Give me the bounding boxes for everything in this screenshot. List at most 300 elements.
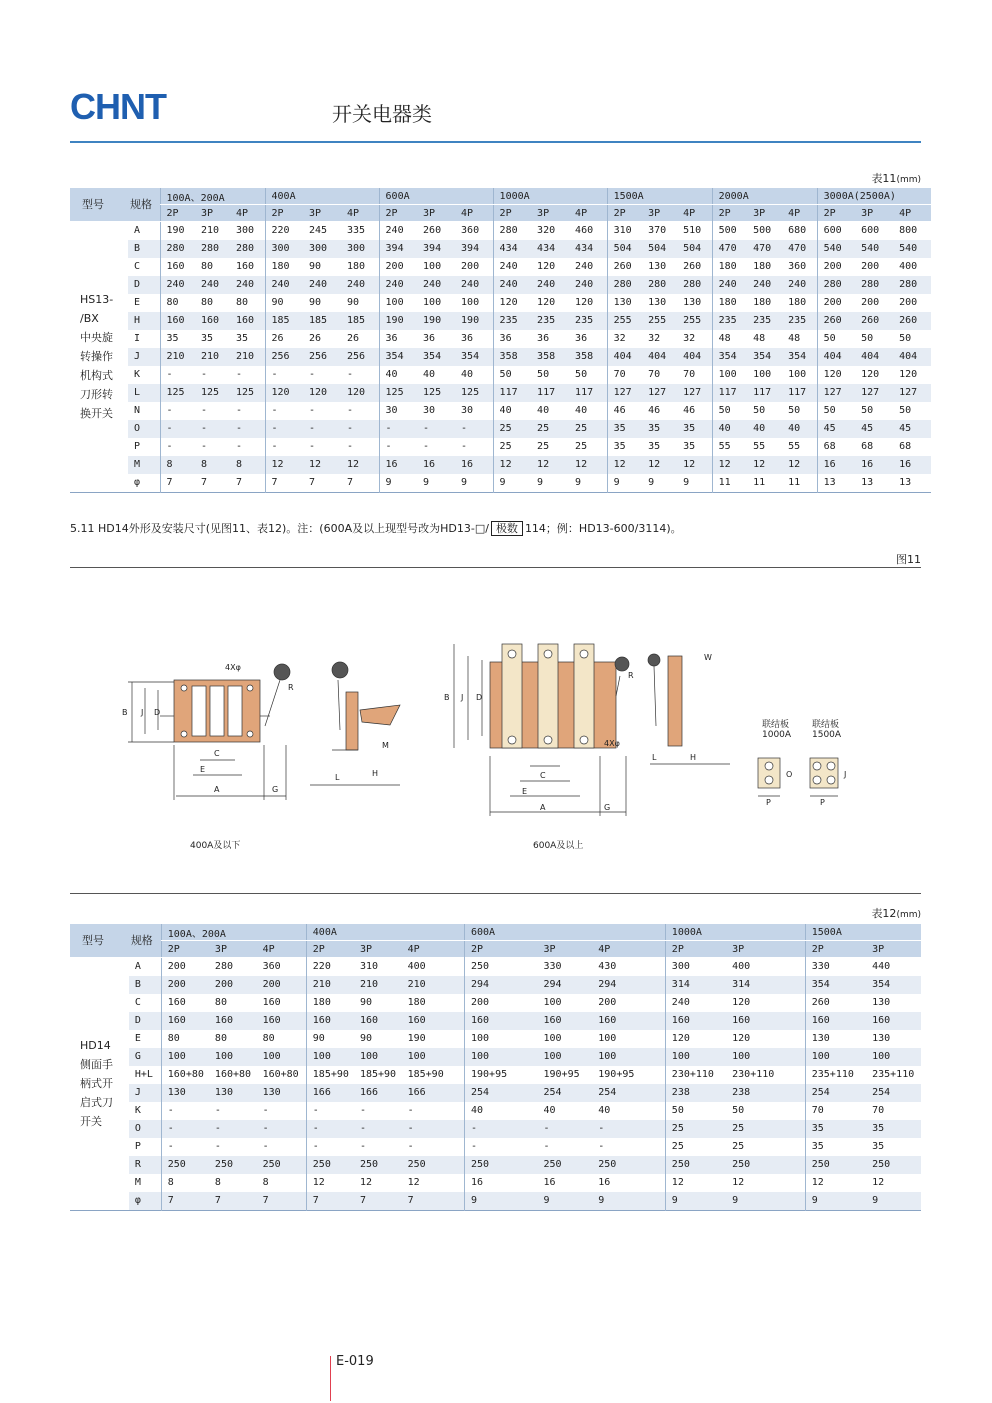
param-label: M [128, 456, 160, 474]
table-cell: 100 [543, 1033, 562, 1044]
table-cell: 130 [872, 1033, 891, 1044]
table-cell: 100 [598, 1033, 617, 1044]
table-cell: 166 [306, 1084, 354, 1102]
table-cell: - [306, 1102, 354, 1120]
table-cell: - [341, 420, 379, 438]
table-cell: - [407, 1141, 414, 1152]
table-cell: 9 [648, 477, 655, 488]
table-row [70, 348, 931, 366]
table-cell: - [201, 405, 208, 416]
table-cell: 80 [161, 1030, 209, 1048]
table-row [70, 1084, 921, 1102]
table12 [70, 924, 921, 1211]
table-cell: 235 [531, 312, 569, 330]
table-cell: 25 [537, 441, 550, 452]
table-cell: 12 [306, 1174, 354, 1192]
dim-b: B [122, 708, 128, 717]
header-group: 400A [265, 188, 379, 205]
table-cell: - [347, 441, 354, 452]
table-cell: 540 [817, 240, 855, 258]
table-cell: 540 [855, 240, 893, 258]
table-cell: 600 [861, 224, 880, 236]
table-cell: 50 [732, 1105, 745, 1116]
table-cell: 280 [642, 276, 677, 294]
table-cell: 180 [712, 258, 747, 276]
table-cell: 50 [861, 405, 874, 416]
table-cell: 358 [569, 348, 607, 366]
table-cell: 16 [817, 456, 855, 474]
dim-m: M [382, 741, 389, 750]
dim-h: H [372, 769, 379, 778]
table-cell: 26 [347, 333, 360, 344]
table-cell: 120 [732, 1033, 751, 1044]
table-cell: 260 [855, 312, 893, 330]
table-cell: 7 [160, 474, 195, 493]
table-cell: 35 [160, 330, 195, 348]
table-row [70, 1012, 921, 1030]
table-row [70, 1138, 921, 1156]
table-cell: 240 [747, 276, 782, 294]
table-cell: 16 [464, 1174, 537, 1192]
table-cell: 130 [683, 297, 702, 308]
caption-400a: 400A及以下 [190, 841, 241, 851]
table-cell: 40 [423, 369, 436, 380]
table-cell: 180 [753, 261, 772, 272]
table-cell: 300 [236, 224, 255, 236]
table-cell: 280 [493, 221, 531, 240]
table-cell: 210 [402, 976, 465, 994]
table-cell: 35 [677, 420, 712, 438]
table-cell: 100 [538, 1048, 593, 1066]
table-cell: 354 [866, 976, 921, 994]
param-label: A [134, 225, 141, 236]
table-cell: 160+80 [262, 1069, 299, 1080]
table-cell: 12 [607, 456, 642, 474]
table-cell: 35 [642, 420, 677, 438]
table-cell: 8 [160, 456, 195, 474]
table-cell: 250 [464, 957, 537, 976]
table-cell: 16 [417, 456, 455, 474]
table-cell: 25 [493, 438, 531, 456]
table-cell: - [265, 438, 303, 456]
table-cell: 120 [537, 297, 556, 308]
param-label: E [134, 1033, 141, 1044]
table-cell: - [306, 1138, 354, 1156]
header-pole: 4P [341, 205, 379, 222]
table-cell: 300 [265, 240, 303, 258]
table-cell: 160 [402, 1012, 465, 1030]
caption-600a: 600A及以上 [533, 841, 584, 851]
table-cell: 13 [817, 474, 855, 493]
table-cell: 504 [642, 240, 677, 258]
table-cell: 40 [543, 1105, 556, 1116]
table-cell: 235+110 [872, 1069, 915, 1080]
table-cell: 130 [209, 1084, 257, 1102]
table-cell: 16 [379, 456, 417, 474]
table-cell: 100 [753, 369, 772, 380]
table-cell: 45 [855, 420, 893, 438]
table11-label: 表11(mm) [871, 172, 921, 185]
table-cell: 200 [861, 261, 880, 272]
table-cell: 70 [607, 366, 642, 384]
table-cell: - [236, 369, 243, 380]
table-cell: 250 [665, 1156, 726, 1174]
table-cell: 68 [899, 441, 912, 452]
table-cell: 9 [538, 1192, 593, 1211]
table-cell: 7 [309, 477, 316, 488]
param-label: A [134, 961, 141, 972]
table-cell: - [455, 420, 493, 438]
link-plates [750, 750, 860, 810]
table-cell: - [265, 420, 303, 438]
table-cell: 8 [214, 1177, 221, 1188]
table-row [70, 1156, 921, 1174]
table-cell: 400 [407, 960, 426, 972]
table-cell: 280 [607, 276, 642, 294]
table-cell: - [592, 1120, 665, 1138]
header-group: 100A、200A [161, 924, 306, 941]
table-cell: 35 [805, 1120, 866, 1138]
table-cell: - [209, 1120, 257, 1138]
dim-c-2: C [540, 771, 546, 780]
table-cell: 25 [531, 420, 569, 438]
table-cell: 9 [665, 1192, 726, 1211]
table-cell: 36 [537, 333, 550, 344]
table-cell: 160 [161, 1012, 209, 1030]
table-cell: 9 [461, 477, 468, 488]
table-cell: 125 [417, 384, 455, 402]
param-label: φ [134, 477, 141, 488]
table-cell: 80 [236, 297, 249, 308]
table-cell: 12 [407, 1177, 420, 1188]
table-cell: 200 [379, 258, 417, 276]
table-cell: 35 [607, 420, 642, 438]
table-cell: 48 [753, 333, 766, 344]
header-rule [70, 141, 921, 143]
table-cell: 230+110 [732, 1069, 775, 1080]
table-cell: 35 [872, 1141, 885, 1152]
table-cell: 12 [531, 456, 569, 474]
table-cell: 25 [665, 1120, 726, 1138]
table-cell: 160 [538, 1012, 593, 1030]
table-cell: 180 [347, 261, 366, 272]
table-cell: 200 [817, 294, 855, 312]
header-spec: 规格 [128, 188, 160, 221]
table-cell: 360 [461, 224, 480, 236]
table-cell: 50 [861, 333, 874, 344]
table-cell: 370 [648, 224, 667, 236]
header-pole: 3P [538, 941, 593, 958]
table-cell: 180 [788, 297, 807, 308]
table-cell: 320 [537, 224, 556, 236]
table-cell: 190 [417, 312, 455, 330]
dim-g-2: G [604, 803, 611, 812]
table-cell: - [160, 420, 195, 438]
table-cell: 40 [712, 420, 747, 438]
table-cell: 8 [195, 456, 230, 474]
table-cell: 240 [265, 276, 303, 294]
table-cell: 210 [201, 224, 220, 236]
table-cell: 394 [379, 240, 417, 258]
table-cell: - [461, 441, 468, 452]
table-cell: 210 [354, 976, 402, 994]
param-label: J [129, 1084, 161, 1102]
table-cell: 9 [537, 477, 544, 488]
table-cell: 354 [379, 348, 417, 366]
table-cell: 460 [575, 224, 594, 236]
dim-j-plate: J [844, 770, 847, 779]
table-cell: 36 [379, 330, 417, 348]
dim-r-2: R [628, 671, 634, 680]
table-cell: 9 [464, 1192, 537, 1211]
table-cell: 25 [665, 1138, 726, 1156]
table-cell: 260 [683, 261, 702, 272]
table-cell: 200 [161, 957, 209, 976]
table-cell: 330 [805, 957, 866, 976]
param-label: P [134, 1141, 141, 1152]
table-cell: 238 [665, 1084, 726, 1102]
table-cell: 240 [303, 276, 341, 294]
table-cell: 120 [303, 384, 341, 402]
table-cell: 210 [160, 348, 195, 366]
table-cell: 440 [872, 960, 891, 972]
table-cell: 354 [805, 976, 866, 994]
header-group: 1500A [607, 188, 712, 205]
dim-p-1: P [766, 798, 771, 807]
table-cell: 500 [753, 224, 772, 236]
table-cell: 117 [493, 384, 531, 402]
header-pole: 4P [257, 941, 307, 958]
table-cell: 80 [160, 294, 195, 312]
table-cell: 240 [417, 276, 455, 294]
table-cell: 100 [306, 1048, 354, 1066]
table-cell: 504 [677, 240, 712, 258]
table-cell: 180 [753, 297, 772, 308]
table-cell: - [161, 1120, 209, 1138]
table-cell: 240 [379, 276, 417, 294]
table-cell: 125 [379, 384, 417, 402]
table-cell: 256 [265, 348, 303, 366]
table-cell: 8 [262, 1177, 269, 1188]
table-cell: 12 [805, 1174, 866, 1192]
table-cell: 12 [677, 456, 712, 474]
table-cell: 100 [866, 1048, 921, 1066]
chnt-logo: CHNT [70, 86, 166, 127]
table-cell: 40 [461, 369, 474, 380]
header-pole: 3P [726, 941, 805, 958]
table-cell: 180 [407, 997, 426, 1008]
table-cell: 160 [236, 261, 255, 272]
table-cell: 185+90 [359, 1069, 397, 1080]
table-cell: 250 [306, 1156, 354, 1174]
table-cell: 190 [379, 312, 417, 330]
table-cell: 127 [817, 384, 855, 402]
table-cell: 200 [209, 976, 257, 994]
table-cell: 25 [493, 420, 531, 438]
table-cell: 100 [464, 1030, 537, 1048]
table11 [70, 188, 931, 493]
table-cell: 354 [747, 348, 782, 366]
param-label: C [134, 261, 141, 272]
table-cell: 254 [464, 1084, 537, 1102]
table-cell: 130 [161, 1084, 209, 1102]
table-cell: 50 [788, 405, 801, 416]
table-cell: 9 [726, 1192, 805, 1211]
header-group: 1000A [493, 188, 607, 205]
param-label: N [134, 405, 141, 416]
table-cell: 250 [161, 1156, 209, 1174]
table-cell: 48 [712, 330, 747, 348]
table-cell: 117 [782, 384, 817, 402]
table-cell: 40 [598, 1105, 611, 1116]
table-cell: 12 [569, 456, 607, 474]
table-cell: 354 [455, 348, 493, 366]
table-cell: 240 [712, 276, 747, 294]
table-cell: 46 [683, 405, 696, 416]
table-cell: 120 [493, 294, 531, 312]
table-cell: 160 [195, 312, 230, 330]
table-cell: 9 [423, 477, 430, 488]
table-cell: 260 [817, 312, 855, 330]
table-cell: 36 [493, 330, 531, 348]
table-cell: - [160, 438, 195, 456]
table-cell: 130 [257, 1084, 307, 1102]
page-number: E-019 [336, 1354, 374, 1369]
table-cell: 600 [817, 221, 855, 240]
table-row [70, 294, 931, 312]
table-cell: 120 [575, 297, 594, 308]
table-cell: 40 [782, 420, 817, 438]
param-label: O [129, 1120, 161, 1138]
table-cell: - [309, 405, 316, 416]
table-cell: 354 [782, 348, 817, 366]
table-cell: 470 [712, 240, 747, 258]
table-row [70, 258, 931, 276]
table-cell: 35 [607, 438, 642, 456]
table-cell: 160 [866, 1012, 921, 1030]
header-pole: 4P [230, 205, 265, 222]
table-cell: 32 [607, 330, 642, 348]
param-label: K [134, 369, 141, 380]
table-cell: 540 [893, 240, 931, 258]
table-cell: 12 [732, 1177, 745, 1188]
header-pole: 2P [805, 941, 866, 958]
dim-e-2: E [522, 787, 528, 796]
table-cell: 310 [607, 221, 642, 240]
table-cell: 404 [855, 348, 893, 366]
table-cell: - [538, 1120, 593, 1138]
param-label: M [134, 1177, 141, 1188]
table-cell: 354 [417, 348, 455, 366]
header-pole: 3P [531, 205, 569, 222]
table-cell: 394 [417, 240, 455, 258]
table-cell: 100 [379, 294, 417, 312]
table-cell: 254 [592, 1084, 665, 1102]
table-cell: 7 [402, 1192, 465, 1211]
table-cell: 32 [683, 333, 696, 344]
table-cell: 394 [455, 240, 493, 258]
header-pole: 3P [209, 941, 257, 958]
table-cell: 120 [341, 384, 379, 402]
table-row [70, 1030, 921, 1048]
table-cell: - [464, 1120, 537, 1138]
table-cell: 160 [160, 312, 195, 330]
header-group: 1500A [805, 924, 921, 941]
dim-h-2: H [690, 753, 697, 762]
plate-1000-label: 联结板 1000A [762, 720, 792, 740]
table-cell: 200 [598, 997, 617, 1008]
table-row [70, 1192, 921, 1211]
table-cell: 160 [726, 1012, 805, 1030]
param-label: B [129, 976, 161, 994]
table-cell: 200 [817, 258, 855, 276]
table-cell: 40 [493, 402, 531, 420]
table-cell: 160 [262, 997, 281, 1008]
table-cell: 90 [265, 294, 303, 312]
table-cell: 310 [359, 960, 378, 972]
table-cell: 25 [732, 1141, 745, 1152]
table-cell: 130 [805, 1030, 866, 1048]
table-cell: 11 [753, 477, 766, 488]
header-group: 2000A [712, 188, 817, 205]
table-cell: 120 [537, 261, 556, 272]
header-spec: 规格 [129, 924, 161, 957]
header-pole: 2P [607, 205, 642, 222]
table-cell: 80 [214, 1033, 227, 1044]
table-cell: 280 [230, 240, 265, 258]
table-cell: 12 [872, 1177, 885, 1188]
table-cell: 360 [262, 960, 281, 972]
table-cell: 434 [531, 240, 569, 258]
header-pole: 2P [306, 941, 354, 958]
table-cell: - [354, 1120, 402, 1138]
table-cell: 294 [538, 976, 593, 994]
table-row [70, 438, 931, 456]
table-cell: 240 [379, 221, 417, 240]
param-label: J [128, 348, 160, 366]
table-cell: - [423, 441, 430, 452]
table-cell: 250 [538, 1156, 593, 1174]
table-cell: 50 [899, 405, 912, 416]
param-label: R [129, 1156, 161, 1174]
table-cell: 7 [257, 1192, 307, 1211]
dim-a-2: A [540, 803, 546, 812]
dim-p-2: P [820, 798, 825, 807]
table-cell: 36 [575, 333, 588, 344]
table-row [70, 976, 921, 994]
table-cell: 254 [866, 1084, 921, 1102]
table-cell: 400 [899, 261, 918, 272]
dim-e: E [200, 765, 206, 774]
table-cell: 120 [665, 1030, 726, 1048]
table-cell: 235 [569, 312, 607, 330]
table-cell: 235 [747, 312, 782, 330]
table-cell: 100 [423, 297, 442, 308]
table-cell: 185 [303, 312, 341, 330]
dim-j-2: J [461, 693, 464, 702]
table-cell: 40 [464, 1102, 537, 1120]
table-cell: 160 [464, 1012, 537, 1030]
table-cell: 300 [341, 240, 379, 258]
header-model: 型号 [70, 924, 129, 957]
section-title: 开关电器类 [332, 102, 432, 126]
table-cell: - [214, 1141, 221, 1152]
dim-a: A [214, 785, 220, 794]
note-line: 5.11 HD14外形及安装尺寸(见图11、表12)。注：(600A及以上现型号改为HD13-□/ 极数 114；例：HD13-600/3114)。 [70, 522, 682, 535]
table-cell: 50 [493, 366, 531, 384]
table-cell: 127 [642, 384, 677, 402]
plate-1500-label: 联结板 1500A [812, 720, 842, 740]
